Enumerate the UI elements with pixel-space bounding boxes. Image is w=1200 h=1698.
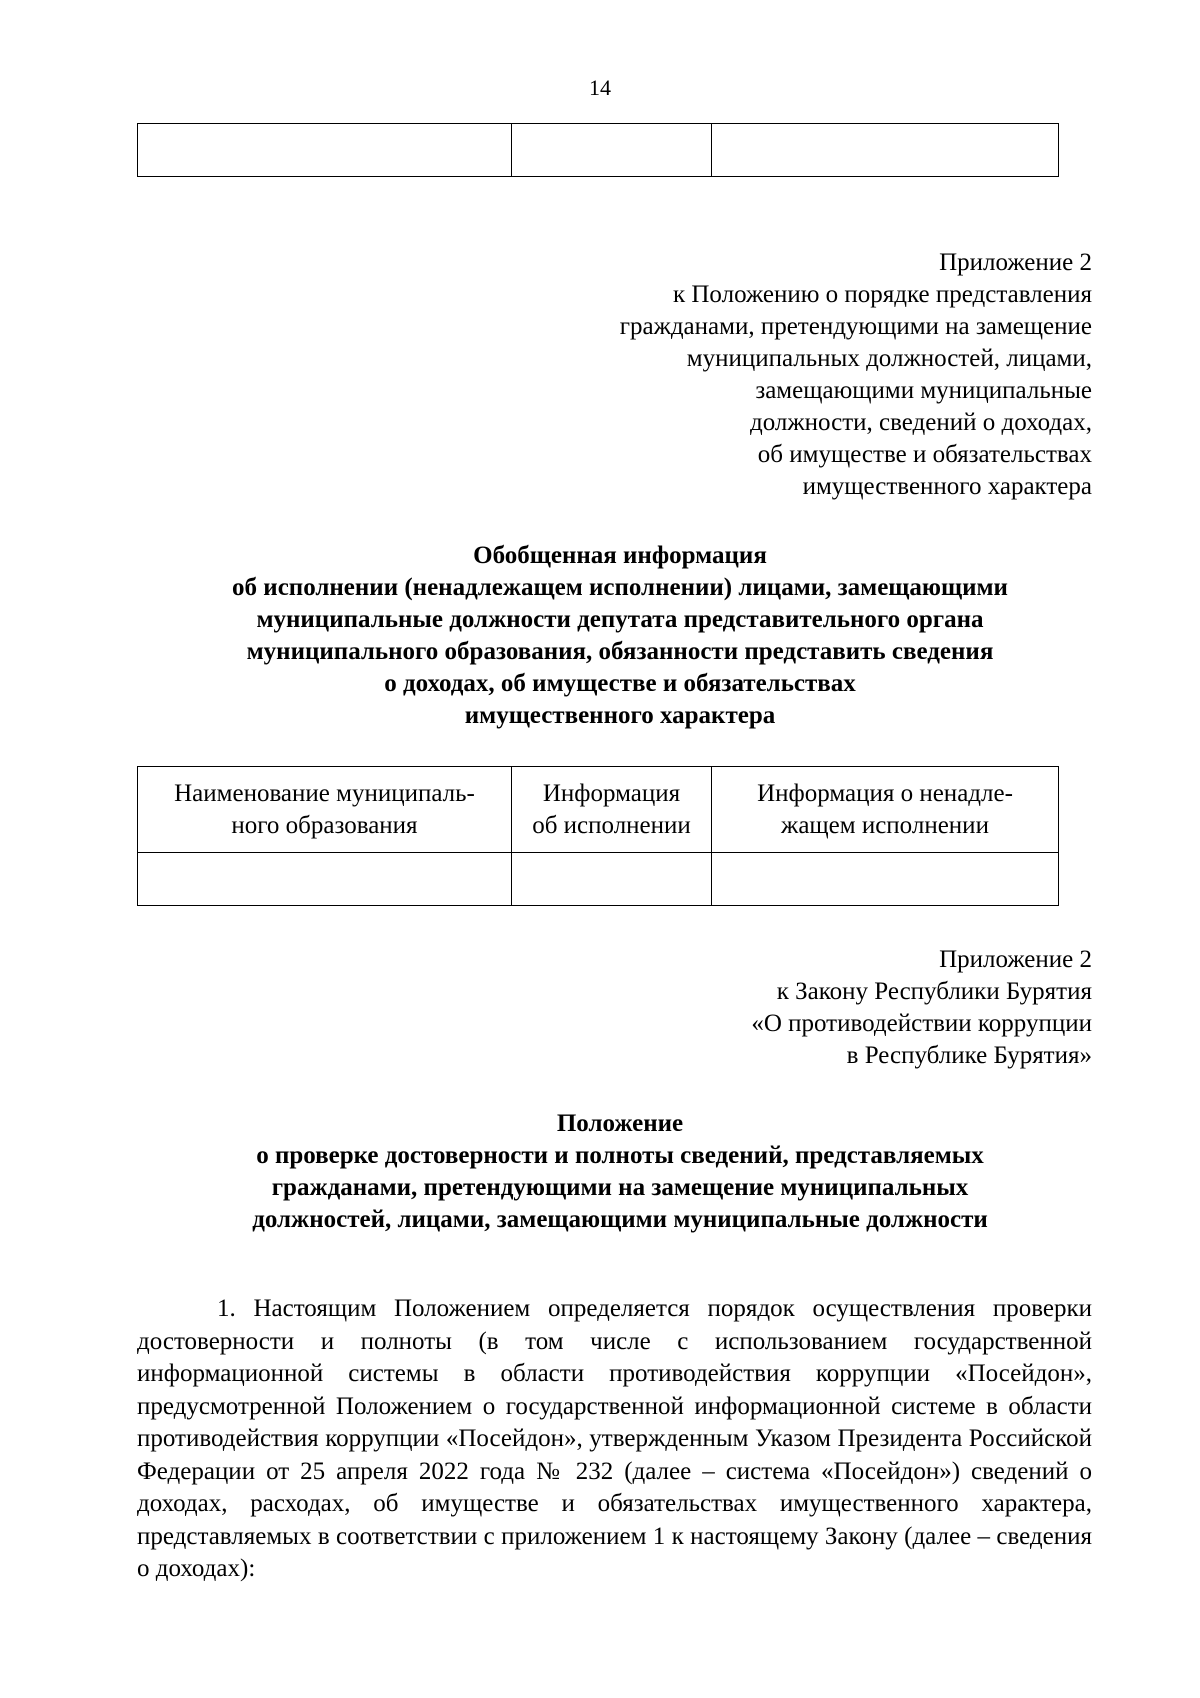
annex-line: в Республике Бурятия» [846,1042,1092,1069]
annex-line: должности, сведений о доходах, [749,409,1092,436]
title-line: об исполнении (ненадлежащем исполнении) лицами, замещающими [232,574,1008,601]
table-row [138,853,1059,906]
annex-line: «О противодействии коррупции [751,1010,1092,1037]
title-line: Обобщенная информация [473,542,767,569]
annex-line: к Положению о порядке представления [672,281,1092,308]
column-header [138,767,512,853]
column-header-text: Наименование муниципаль- ного образования [174,779,475,839]
table-cell [512,124,712,177]
table-row [138,124,1059,177]
title-line: муниципальные должности депутата представительного органа [256,606,984,633]
annex-line: Приложение 2 [939,946,1092,973]
annex-line: Приложение 2 [939,249,1092,276]
info-table [137,766,1059,906]
column-header-text: Информация об исполнении [532,779,691,839]
table-cell [138,853,512,906]
title-line: о доходах, об имуществе и обязательствах [384,670,856,697]
top-table [137,123,1059,177]
title-line: должностей, лицами, замещающими муниципальные должности [252,1206,988,1233]
page-number: 14 [589,75,611,100]
annex-reference-2 [751,944,1092,1072]
column-header [512,767,712,853]
title-line: о проверке достоверности и полноты сведений, представляемых [256,1142,984,1169]
table-header-row [138,767,1059,853]
table-cell [138,124,512,177]
body-paragraph: 1. Настоящим Положением определяется порядок осуществления проверки достоверности и полноты (в том числе с использованием государственной информационной системы в области противодействия коррупции «Посейдон», предусмотренной Положением о государственной информационной системе в области противодействия коррупции «Посейдон», утвержденным Указом Президента Российской Федерации от 25 апреля 2022 года № 232 (далее – система «Посейдон») сведений о доходах, расходах, об имуществе и обязательствах имущественного характера, представляемых в соответствии с приложением 1 к настоящему Закону (далее – сведения о доходах): [137,1295,1092,1582]
column-header [712,767,1059,853]
section-title-summary [0,540,1200,732]
annex-line: замещающими муниципальные [755,377,1092,404]
title-line: имущественного характера [464,702,776,729]
annex-line: гражданами, претендующими на замещение [619,313,1092,340]
title-line: Положение [556,1110,684,1137]
section-title-regulation [0,1108,1200,1236]
table-cell [512,853,712,906]
table-cell [712,853,1059,906]
table-cell [712,124,1059,177]
annex-line: муниципальных должностей, лицами, [686,345,1092,372]
annex-reference-1 [620,247,1092,503]
title-line: муниципального образования, обязанности представить сведения [246,638,994,665]
column-header-text: Информация о ненадле- жащем исполнении [757,779,1013,839]
annex-line: к Закону Республики Бурятия [776,978,1092,1005]
annex-line: об имуществе и обязательствах [757,441,1092,468]
title-line: гражданами, претендующими на замещение муниципальных [271,1174,969,1201]
annex-line: имущественного характера [802,473,1092,500]
